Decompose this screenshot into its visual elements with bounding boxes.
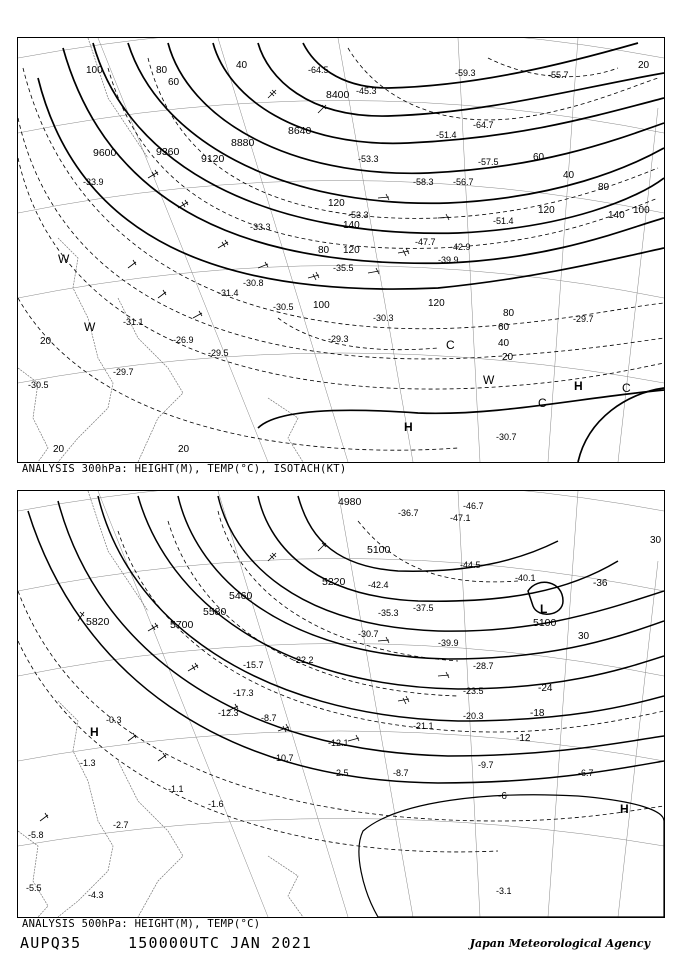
height-label: 8400 xyxy=(326,89,350,101)
station-temp: -3.1 xyxy=(496,886,512,896)
station-temp: -47.7 xyxy=(415,237,436,247)
station-temp: -9.7 xyxy=(478,760,494,770)
high-symbol: H xyxy=(90,725,99,739)
temp-label: -6 xyxy=(498,791,507,802)
station-temp: -2.7 xyxy=(113,820,129,830)
station-temp: -22.2 xyxy=(293,655,314,665)
station-temp: -4.3 xyxy=(88,890,104,900)
caption-300hpa: ANALYSIS 300hPa: HEIGHT(M), TEMP(°C), ISOTACH(KT) xyxy=(22,463,347,475)
agency-name: Japan Meteorological Agency xyxy=(469,937,650,950)
caption-500hpa: ANALYSIS 500hPa: HEIGHT(M), TEMP(°C) xyxy=(22,918,261,930)
station-temp: -47.1 xyxy=(450,513,471,523)
height-label: 5220 xyxy=(322,576,346,588)
station-temp: -6.7 xyxy=(578,768,594,778)
station-temp: -40.1 xyxy=(515,573,536,583)
station-temp: -0.3 xyxy=(106,715,122,725)
height-label: 8880 xyxy=(231,137,255,149)
station-temp: -33.9 xyxy=(83,177,104,187)
station-temp: -20.3 xyxy=(463,711,484,721)
height-label: 9120 xyxy=(201,153,225,165)
isotach-label: 80 xyxy=(503,308,515,319)
isotach-label: 120 xyxy=(538,205,555,216)
high-symbol: H xyxy=(404,420,413,434)
station-temp: -12.1 xyxy=(328,738,349,748)
station-temp: -29.7 xyxy=(113,367,134,377)
station-temp: -26.9 xyxy=(173,335,194,345)
station-temp: -56.7 xyxy=(453,177,474,187)
station-temp: -53.3 xyxy=(348,210,369,220)
isotach-label: 20 xyxy=(178,444,190,455)
isotach-label: 20 xyxy=(40,336,52,347)
station-temp: -39.9 xyxy=(438,255,459,265)
station-temp: -42.9 xyxy=(450,242,471,252)
height-label: 4980 xyxy=(338,496,362,508)
map-300hpa-chart xyxy=(18,38,664,462)
station-temp: -45.3 xyxy=(356,86,377,96)
product-code: AUPQ35 xyxy=(20,934,82,952)
station-temp: -8.7 xyxy=(393,768,409,778)
map-500hpa-chart xyxy=(18,491,664,917)
station-temp: -2.5 xyxy=(333,768,349,778)
isotach-label: 140 xyxy=(608,210,625,221)
station-temp: -23.5 xyxy=(463,686,484,696)
temperature-contours xyxy=(18,511,664,852)
graticule xyxy=(18,38,664,462)
temp-label: 30 xyxy=(578,631,590,642)
station-temp: -15.7 xyxy=(243,660,264,670)
station-temp: -59.3 xyxy=(455,68,476,78)
height-labels xyxy=(93,89,350,165)
station-temp: -51.4 xyxy=(493,216,514,226)
station-temp: -17.3 xyxy=(233,688,254,698)
isotach-label: 100 xyxy=(313,300,330,311)
low-symbol: L xyxy=(540,602,548,616)
station-temp: -37.5 xyxy=(413,603,434,613)
station-temp: -1.3 xyxy=(80,758,96,768)
station-temp: -36.7 xyxy=(398,508,419,518)
station-temp: -30.5 xyxy=(28,380,49,390)
station-temp: -55.7 xyxy=(548,70,569,80)
station-temp: -64.5 xyxy=(308,65,329,75)
station-temp: -5.5 xyxy=(26,883,42,893)
height-label: 5700 xyxy=(170,619,194,631)
station-temp: -64.7 xyxy=(473,120,494,130)
station-temp: -8.7 xyxy=(261,713,277,723)
station-temp: -35.3 xyxy=(378,608,399,618)
height-label: 5100 xyxy=(533,617,557,629)
station-temp: -29.5 xyxy=(208,348,229,358)
height-label: 5820 xyxy=(86,616,110,628)
station-temp: -29.7 xyxy=(573,314,594,324)
isotach-label: 60 xyxy=(533,152,545,163)
high-symbol: H xyxy=(620,802,629,816)
station-temp: -31.1 xyxy=(123,317,144,327)
map-500hpa-panel xyxy=(17,490,665,918)
isotach-label: 60 xyxy=(168,77,180,88)
height-label: 5460 xyxy=(229,590,253,602)
isotach-label: 40 xyxy=(236,60,248,71)
station-temp: -1.6 xyxy=(208,799,224,809)
map-300hpa-panel xyxy=(17,37,665,463)
height-label: 5580 xyxy=(203,606,227,618)
station-temp: -51.4 xyxy=(436,130,457,140)
isotach-label: 20 xyxy=(638,60,650,71)
station-temp: -12.3 xyxy=(218,708,239,718)
isotach-label: 20 xyxy=(53,444,65,455)
temp-label: -12 xyxy=(516,733,531,744)
isotach-label: 100 xyxy=(86,65,103,76)
height-label: 8640 xyxy=(288,125,312,137)
station-temp: -1.1 xyxy=(168,784,184,794)
isotach-label: 140 xyxy=(343,220,360,231)
isotach-label: 80 xyxy=(598,182,610,193)
station-temp: -46.7 xyxy=(463,501,484,511)
station-temp: -29.3 xyxy=(328,334,349,344)
station-temp: -5.8 xyxy=(28,830,44,840)
isotach-label: 120 xyxy=(428,298,445,309)
station-temp: -42.4 xyxy=(368,580,389,590)
isotach-label: 120 xyxy=(343,245,360,256)
temp-label: -24 xyxy=(538,683,553,694)
coastline xyxy=(18,491,303,917)
warm-symbol: W xyxy=(84,320,96,334)
isotach-label: 120 xyxy=(328,198,345,209)
station-temp: -35.5 xyxy=(333,263,354,273)
station-temp: -28.7 xyxy=(473,661,494,671)
high-symbol: H xyxy=(574,379,583,393)
station-temp: -30.3 xyxy=(373,313,394,323)
station-temp: -21.1 xyxy=(413,721,434,731)
station-temp: -39.9 xyxy=(438,638,459,648)
station-temps xyxy=(26,501,594,900)
isotach-label: 80 xyxy=(318,245,330,256)
station-temp: -31.4 xyxy=(218,288,239,298)
isotach-label: 40 xyxy=(563,170,575,181)
height-label: 9360 xyxy=(156,146,180,158)
isotach-label: 100 xyxy=(633,205,650,216)
station-temp: -30.7 xyxy=(496,432,517,442)
station-temp: -58.3 xyxy=(413,177,434,187)
station-temp: -53.3 xyxy=(358,154,379,164)
temp-label: 30 xyxy=(650,535,662,546)
isotach-label: 80 xyxy=(156,65,168,76)
cold-symbol: C xyxy=(622,381,631,395)
station-temp: -30.5 xyxy=(273,302,294,312)
height-label: 5100 xyxy=(367,544,391,556)
station-temp: -30.8 xyxy=(243,278,264,288)
cold-symbol: C xyxy=(538,396,547,410)
station-temp: -10.7 xyxy=(273,753,294,763)
station-temp: -44.5 xyxy=(460,560,481,570)
station-temp: -33.3 xyxy=(250,222,271,232)
graticule xyxy=(18,491,664,917)
isotach-label: 60 xyxy=(498,322,510,333)
height-label: 9600 xyxy=(93,147,117,159)
height-labels xyxy=(86,496,557,631)
isotach-label: 20 xyxy=(502,352,514,363)
cold-symbol: C xyxy=(446,338,455,352)
warm-symbol: W xyxy=(483,373,495,387)
station-temp: -30.7 xyxy=(358,629,379,639)
warm-symbol: W xyxy=(58,252,70,266)
temp-label: -36 xyxy=(593,578,608,589)
isotach-label: 40 xyxy=(498,338,510,349)
valid-time: 150000UTC JAN 2021 xyxy=(128,934,313,952)
temp-label: -18 xyxy=(530,708,545,719)
station-temp: -57.5 xyxy=(478,157,499,167)
